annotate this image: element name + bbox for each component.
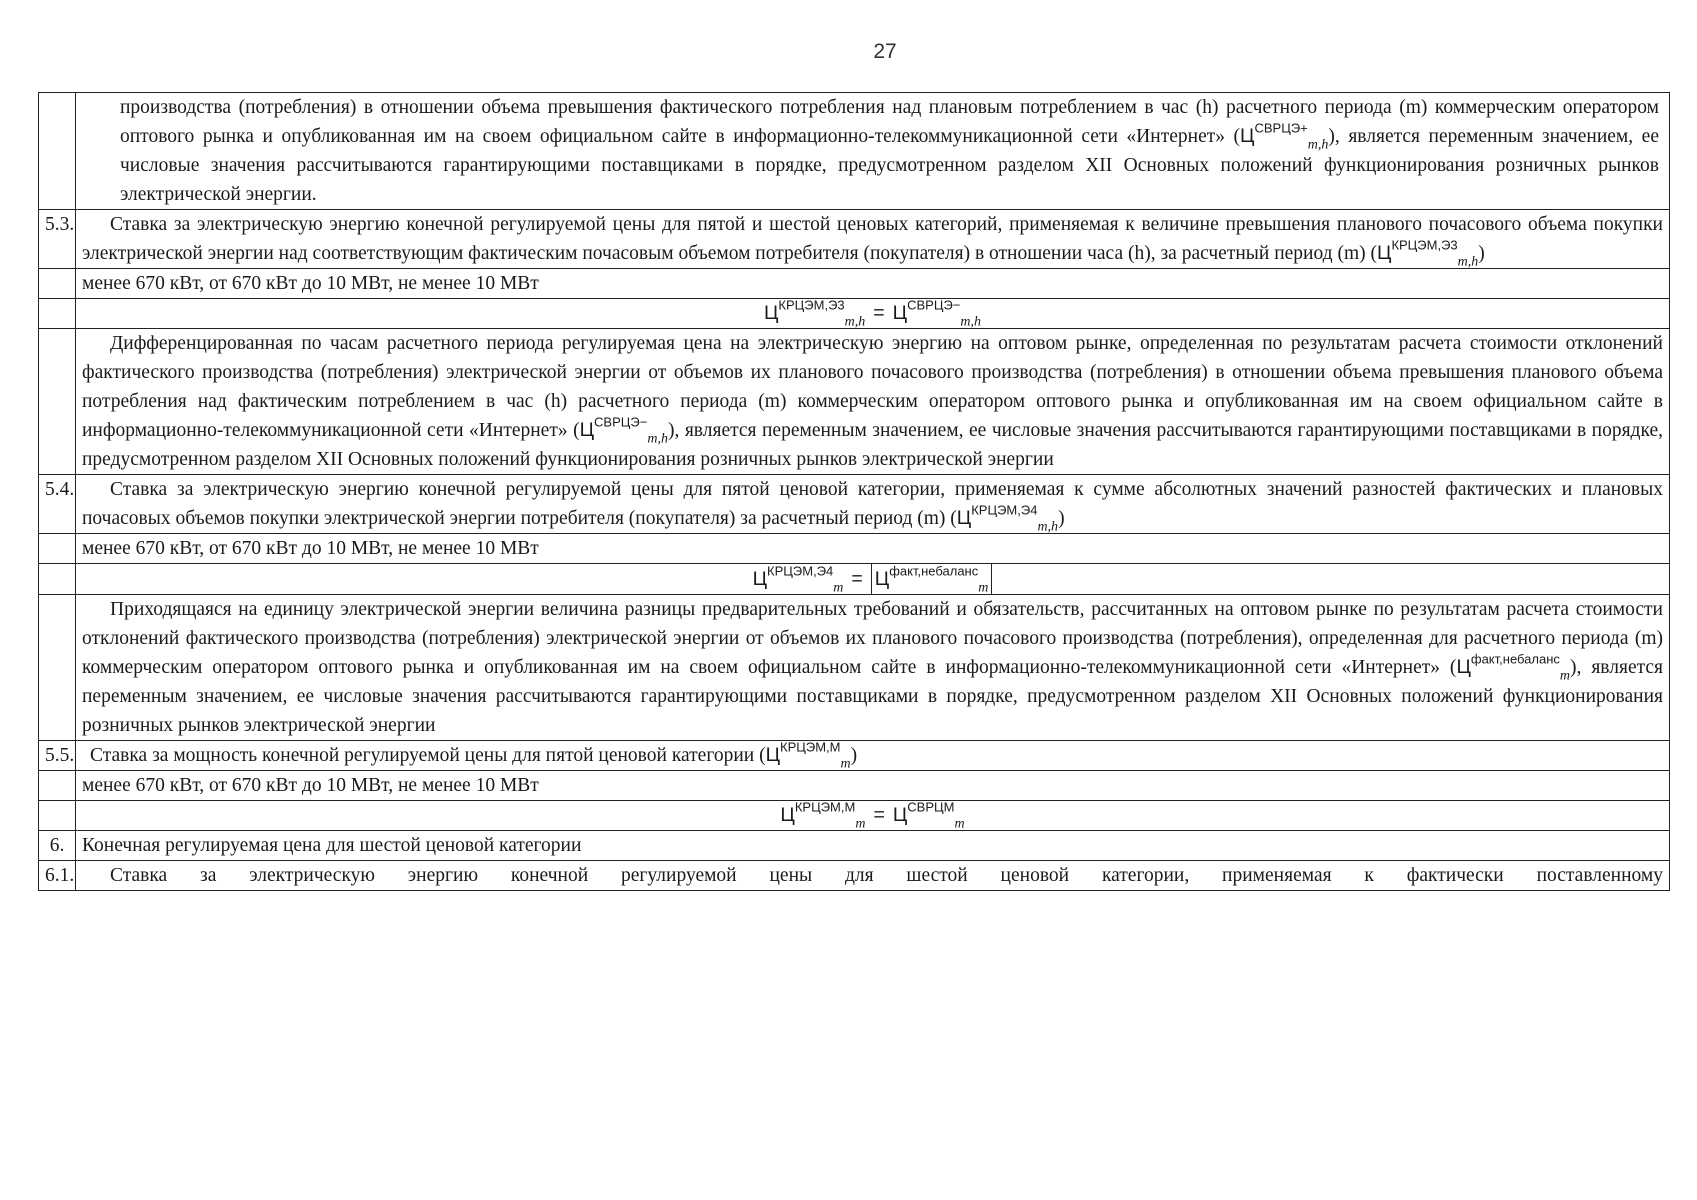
table-row (39, 475, 1670, 534)
row-5-3-text: Ставка за электрическую энергию конечной регулируемой цены для пятой и шестой ценовых категорий, применяемая к величине превышения планового почасового объема покупки электрической энергии над соответствующим фактическим почасовым объемом потребителя (покупателя) в отношении часа (h), за расчетный период (m) $(Ц^{КРЦЭМ,Э3}_{m,h})$ (76, 210, 1670, 269)
table-row (39, 801, 1670, 831)
row-number: 6. (39, 831, 76, 861)
absolute-value: $Ц^{факт,небаланс}_m$ (871, 564, 993, 594)
row-number-cell (39, 93, 76, 210)
formula-krcem-m: $Ц^{КРЦЭМ,М}_m$ (765, 739, 851, 772)
row-5-4-text: Ставка за электрическую энергию конечной регулируемой цены для пятой ценовой категории, применяемая к сумме абсолютных значений разностей фактических и плановых почасовых объемов покупки электрической энергии потребителя (покупателя) за расчетный период (m) $(Ц^{КРЦЭМ,Э4}_{m,h})$ (76, 475, 1670, 534)
power-ranges-label: менее 670 кВт, от 670 кВт до 10 МВт, не менее 10 МВт (76, 771, 1670, 801)
table-row (39, 741, 1670, 771)
page-number: 27 (873, 40, 897, 63)
formula-5-4: $Ц^{КРЦЭМ,Э4}_m = Ц^{факт,небаланс}_m$ (76, 564, 1670, 595)
formula-krcem-e4: $Ц^{КРЦЭМ,Э4}_{m,h}$ (956, 502, 1059, 535)
table-row (39, 93, 1670, 210)
table-row (39, 861, 1670, 891)
formula-svrce-minus: $Ц^{СВРЦЭ-}_{m,h}$ (579, 414, 668, 447)
row-number: 5.3. (39, 210, 76, 269)
table-row (39, 329, 1670, 475)
table-row (39, 299, 1670, 329)
table-row (39, 564, 1670, 595)
row-5-4-description: Приходящаяся на единицу электрической энергии величина разницы предварительных требований и обязательств, рассчитанных на оптовом рынке по результатам расчета стоимости отклонений фактического производства (потребления) электрической энергии от объемов их планового почасового производства (потребления), определенная для расчетного периода (m) коммерческим оператором оптового рынка и опубликованная им на своем официальном сайте в информационно-телекоммуникационной сети «Интернет» $(Ц^{факт,небаланс}_m)$, является переменным значением, ее числовые значения рассчитываются гарантирующими поставщиками в порядке, предусмотренном разделом XII Основных положений функционирования розничных рынков электрической энергии (76, 595, 1670, 741)
formula-svrce-plus: $Ц^{СВРЦЭ+}_{m,h}$ (1240, 120, 1329, 153)
formula-5-3: $Ц^{КРЦЭМ,Э3}_{m,h} = Ц^{СВРЦЭ-}_{m,h}$ (76, 299, 1670, 329)
formula-5-5: $Ц^{КРЦЭМ,М}_m = Ц^{СВРЦМ}_m$ (76, 801, 1670, 831)
row-number: 6.1. (39, 861, 76, 891)
table-row (39, 534, 1670, 564)
row-6-1-text: Ставка за электрическую энергию конечной регулируемой цены для шестой ценовой категории, применяемая к фактически поставленному (76, 861, 1670, 891)
table-row (39, 269, 1670, 299)
formula-fakt-nebalans: $Ц^{факт,небаланс}_m$ (1456, 651, 1571, 684)
intro-text-part1: производства (потребления) в отношении объема превышения фактического потребления над плановым потреблением в час (h) расчетного периода (m) коммерческим оператором оптового рынка и опубликованная им на своем официальном сайте в информационно-телекоммуникационной сети «Интернет» ( (120, 97, 1659, 147)
intro-text-part2: ), является переменным значением, ее числовые значения рассчитываются гарантирующими поставщиками в порядке, предусмотренном разделом XII Основных положений функционирования розничных рынков электрической энергии. (120, 126, 1659, 205)
row-number: 5.5. (39, 741, 76, 771)
formula-krcem-e3: $Ц^{КРЦЭМ,Э3}_{m,h}$ (1377, 237, 1479, 270)
row-5-5-text: Ставка за мощность конечной регулируемой цены для пятой ценовой категории $(Ц^{КРЦЭМ,М}_m)$ (76, 741, 1670, 771)
table-row (39, 210, 1670, 269)
power-ranges-label: менее 670 кВт, от 670 кВт до 10 МВт, не менее 10 МВт (76, 534, 1670, 564)
continuation-text (76, 93, 1670, 210)
table-row (39, 595, 1670, 741)
power-ranges-label: менее 670 кВт, от 670 кВт до 10 МВт, не менее 10 МВт (76, 269, 1670, 299)
table-row (39, 771, 1670, 801)
row-5-3-description: Дифференцированная по часам расчетного периода регулируемая цена на электрическую энергию на оптовом рынке, определенная по результатам расчета стоимости отклонений фактического производства (потребления) электрической энергии от объемов их планового почасового производства (потребления) в отношении объема превышения планового объема потребления над фактическим потреблением в час (h) расчетного периода (m) коммерческим оператором оптового рынка и опубликованная им на своем официальном сайте в информационно-телекоммуникационной сети «Интернет» $(Ц^{СВРЦЭ-}_{m,h})$, является переменным значением, ее числовые значения рассчитываются гарантирующими поставщиками в порядке, предусмотренном разделом XII Основных положений функционирования розничных рынков электрической энергии (76, 329, 1670, 475)
row-6-text: Конечная регулируемая цена для шестой ценовой категории (76, 831, 1670, 861)
table-row (39, 831, 1670, 861)
tariff-table (38, 92, 1670, 891)
row-number: 5.4. (39, 475, 76, 534)
